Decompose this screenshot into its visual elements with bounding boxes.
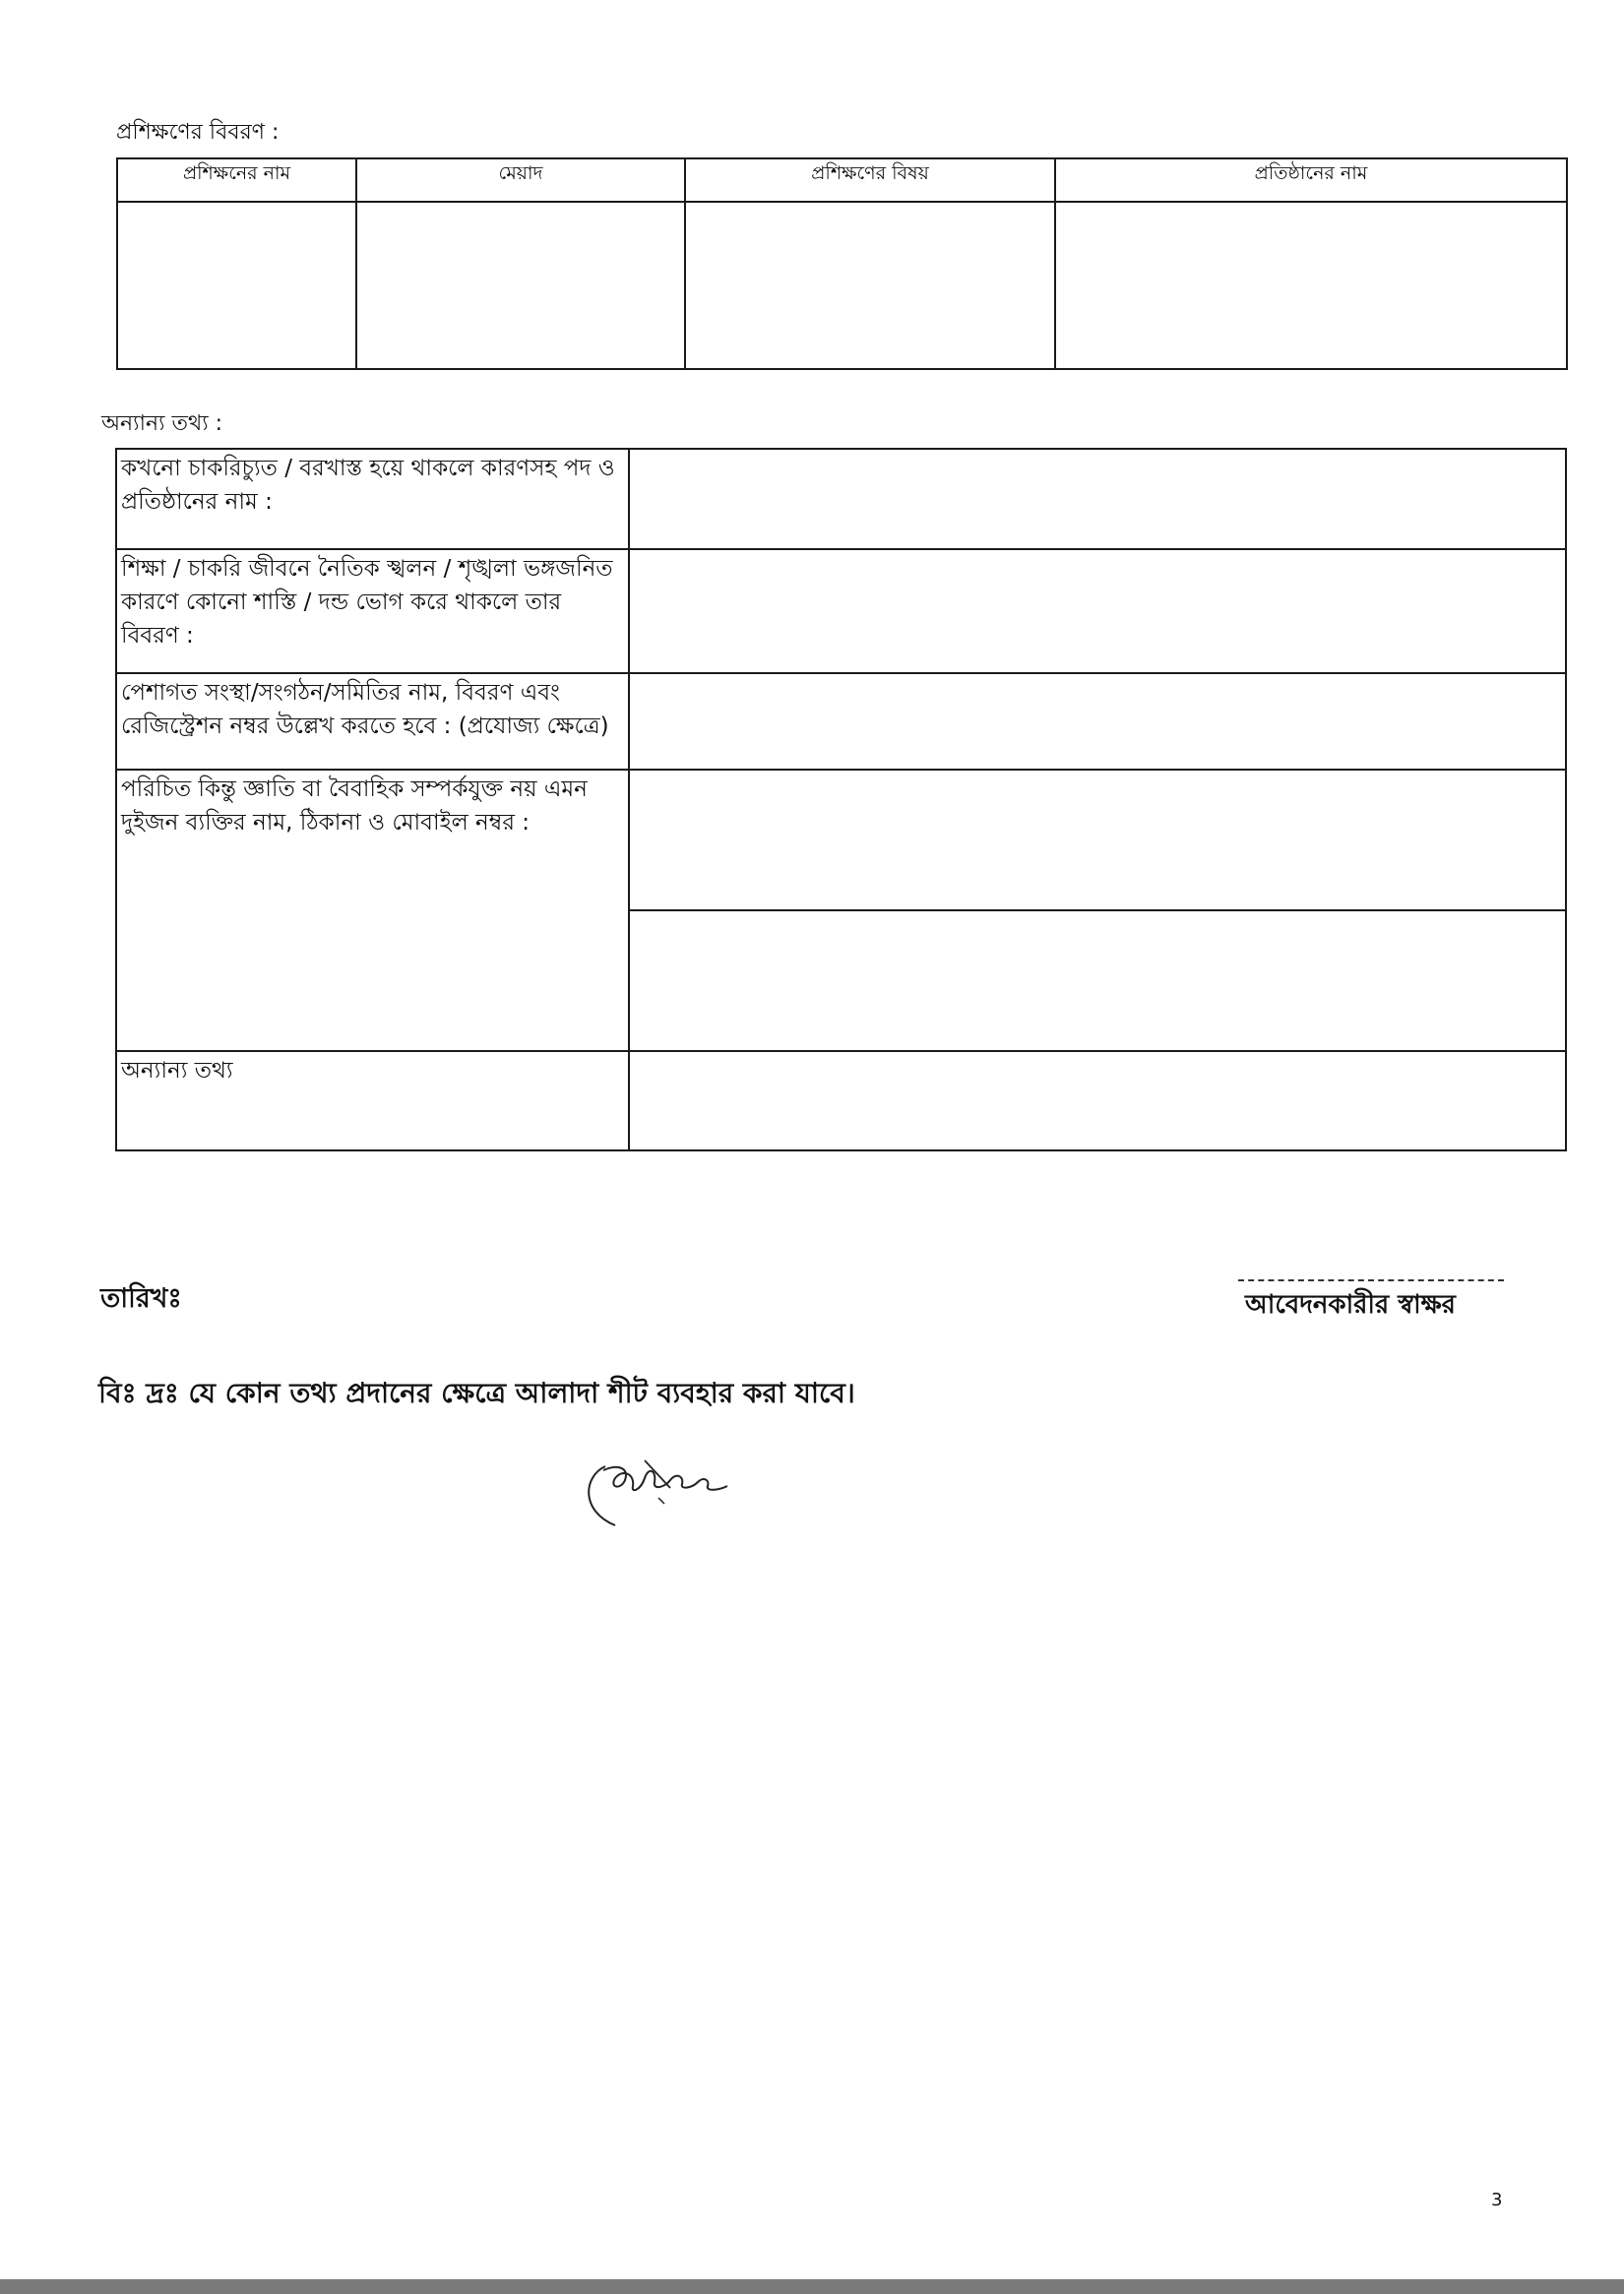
- additional-info-answer-cell[interactable]: [629, 1051, 1566, 1150]
- header-training-name: প্রশিক্ষনের নাম: [117, 158, 356, 202]
- scan-edge-bar: [0, 2279, 1624, 2294]
- header-duration: মেয়াদ: [356, 158, 685, 202]
- professional-body-answer-cell[interactable]: [629, 673, 1566, 770]
- training-entry-row: [117, 202, 1567, 369]
- other-row-references: [116, 770, 1566, 910]
- handwritten-signature: [576, 1447, 773, 1545]
- page-number: 3: [1491, 2190, 1503, 2210]
- training-table: [116, 157, 1568, 370]
- reference-2-answer-cell[interactable]: [629, 910, 1566, 1051]
- training-subject-cell[interactable]: [685, 202, 1055, 369]
- other-section-title: অন্যান্য তথ্য :: [101, 411, 222, 436]
- punishment-label: শিক্ষা / চাকরি জীবনে নৈতিক স্খলন / শৃঙ্খলা ভঙ্গজনিত কারণে কোনো শাস্তি / দন্ড ভোগ করে থাকলে তার বিবরণ :: [116, 549, 629, 673]
- header-institution-name: প্রতিষ্ঠানের নাম: [1055, 158, 1567, 202]
- other-row-professional-body: [116, 673, 1566, 770]
- note-text: বিঃ দ্রঃ যে কোন তথ্য প্রদানের ক্ষেত্রে আলাদা শীট ব্যবহার করা যাবে।: [98, 1377, 855, 1409]
- dismissal-answer-cell[interactable]: [629, 449, 1566, 549]
- professional-body-label: পেশাগত সংস্থা/সংগঠন/সমিতির নাম, বিবরণ এবং রেজিস্ট্রেশন নম্বর উল্লেখ করতে হবে : (প্রযোজ্য ক্ষেত্রে): [116, 673, 629, 770]
- punishment-answer-cell[interactable]: [629, 549, 1566, 673]
- training-section-title: প্রশিক্ষণের বিবরণ :: [116, 120, 280, 145]
- other-row-additional: [116, 1051, 1566, 1150]
- additional-info-label: অন্যান্য তথ্য: [116, 1051, 629, 1150]
- reference-1-answer-cell[interactable]: [629, 770, 1566, 910]
- training-name-cell[interactable]: [117, 202, 356, 369]
- references-label: পরিচিত কিন্তু জ্ঞাতি বা বৈবাহিক সম্পর্কযুক্ত নয় এমন দুইজন ব্যক্তির নাম, ঠিকানা ও মোবাইল নম্বর :: [116, 770, 629, 1051]
- signature-line: [1238, 1279, 1504, 1281]
- duration-cell[interactable]: [356, 202, 685, 369]
- institution-name-cell[interactable]: [1055, 202, 1567, 369]
- dismissal-label: কখনো চাকরিচ্যুত / বরখাস্ত হয়ে থাকলে কারণসহ পদ ও প্রতিষ্ঠানের নাম :: [116, 449, 629, 549]
- header-training-subject: প্রশিক্ষণের বিষয়: [685, 158, 1055, 202]
- other-row-dismissal: [116, 449, 1566, 549]
- other-info-table: [115, 448, 1567, 1151]
- date-label: তারিখঃ: [100, 1283, 182, 1314]
- other-row-punishment: [116, 549, 1566, 673]
- signature-label: আবেদনকারীর স্বাক্ষর: [1245, 1290, 1456, 1320]
- training-header-row: [117, 158, 1567, 202]
